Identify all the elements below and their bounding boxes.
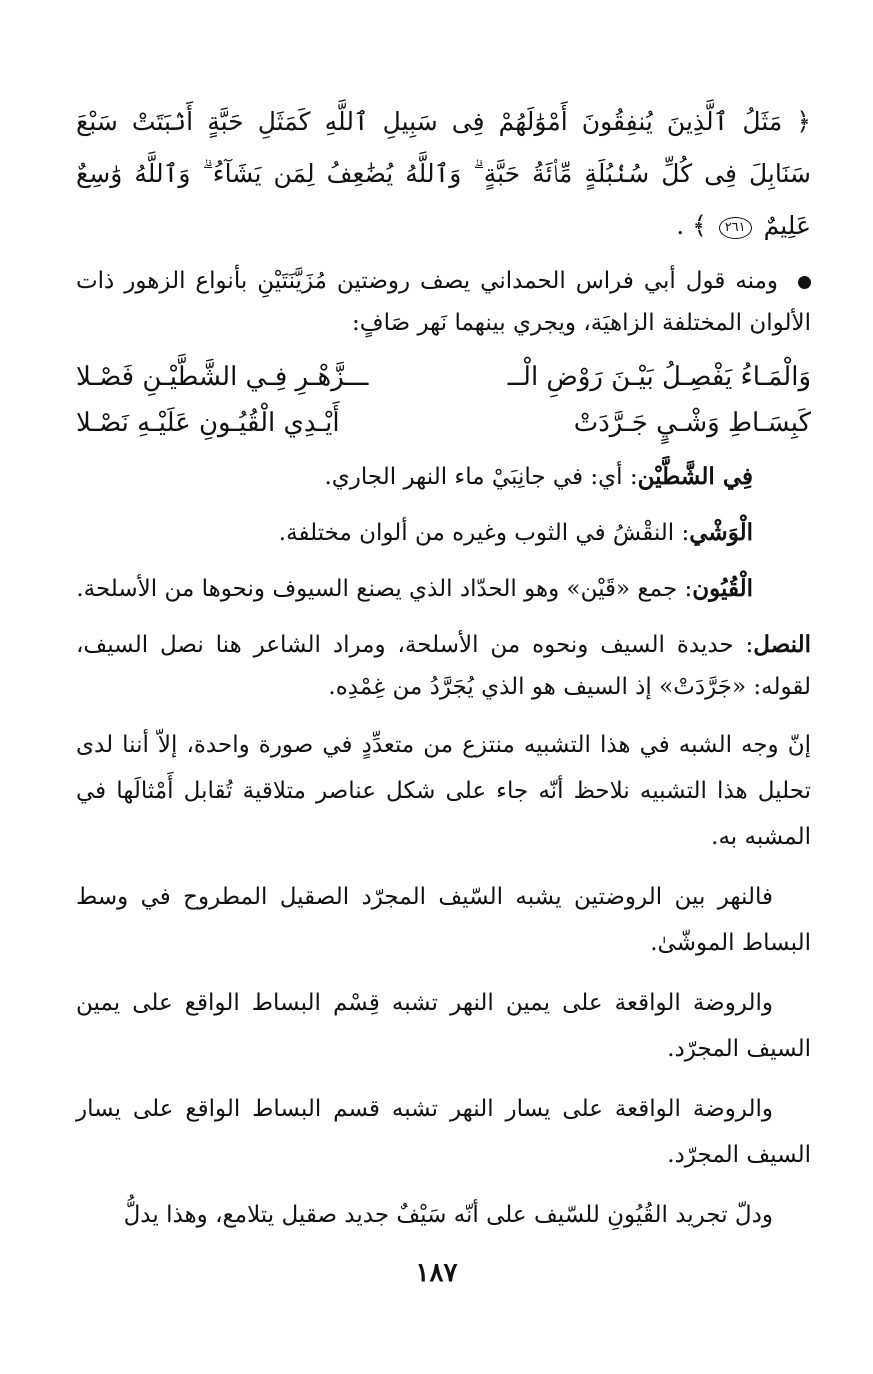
body-paragraph: والروضة الواقعة على يمين النهر تشبه قِسْم البساط الواقع على يمين السيف المجرّد. xyxy=(76,990,811,1062)
body-paragraph: والروضة الواقعة على يسار النهر تشبه قسم البساط الواقع على يسار السيف المجرّد. xyxy=(76,1096,811,1168)
poem-verse xyxy=(76,400,811,446)
ayah-number-badge: ٢٦١ xyxy=(719,217,752,239)
poem-verse xyxy=(76,354,811,400)
gloss-separator: : xyxy=(733,632,754,658)
gloss-definition: النقْشُ في الثوب وغيره من ألوان مختلفة. xyxy=(278,520,675,546)
verse-first-hemistich: كَبِسَـاطِ وَشْـيٍ جَـرَّدَتْ xyxy=(573,408,811,438)
gloss-entry xyxy=(76,568,811,610)
quran-closing: ﴾ . xyxy=(676,211,707,240)
gloss-term: النصل xyxy=(753,631,811,658)
body-paragraph: إنّ وجه الشبه في هذا التشبيه منتزع من متعدِّدٍ في صورة واحدة، إلاّ أننا لدى تحليل هذا التشبيه نلاحظ أنّه جاء على شكل عناصر متلاقية تُقابل أَمْثالَها في المشبه به. xyxy=(76,732,811,850)
gloss-separator: : xyxy=(677,576,693,602)
verse-second-hemistich: أَيْـدِي الْقُيُـونِ عَلَيْـهِ نَصْـلا xyxy=(76,408,340,438)
bullet-icon xyxy=(798,276,811,289)
gloss-entry xyxy=(76,624,811,708)
quran-text: ﴿ مَثَلُ ٱلَّذِينَ يُنفِقُونَ أَمْوَٰلَهُمْ فِى سَبِيلِ ٱللَّهِ كَمَثَلِ حَبَّةٍ أَنۢبَتَتْ سَبْعَ سَنَابِلَ فِى كُلِّ سُنۢبُلَةٍ مِّا۟ئَةُ حَبَّةٍ ۗ وَٱللَّهُ يُضَٰعِفُ لِمَن يَشَآءُ ۗ وَٱللَّهُ وَٰسِعٌ عَلِيمٌ xyxy=(76,107,811,240)
body-paragraph: فالنهر بين الروضتين يشبه السّيف المجرّد الصقيل المطروح في وسط البساط الموشّىٰ. xyxy=(76,884,811,956)
quran-verse xyxy=(76,96,811,252)
intro-paragraph xyxy=(76,260,811,344)
gloss-entry xyxy=(76,512,811,554)
gloss-separator: : xyxy=(622,464,638,490)
verse-first-hemistich: وَالْمَـاءُ يَفْصِـلُ بَيْـنَ رَوْضِ الْــ xyxy=(507,362,811,392)
body-paragraph: ودلّ تجريد القُيُونِ للسّيف على أنّه سَيْفٌ جديد صقيل يتلامع، وهذا يدلُّ xyxy=(123,1202,773,1228)
page-number: ١٨٧ xyxy=(415,1258,458,1288)
gloss-definition: جمع «قَيْن» وهو الحدّاد الذي يصنع السيوف ونحوها من الأسلحة. xyxy=(76,576,678,602)
gloss-term: الْقُيُون xyxy=(692,575,753,602)
poem-verses xyxy=(76,354,811,446)
gloss-separator: : xyxy=(674,520,690,546)
gloss-definition: أي: في جانِبَيْ ماء النهر الجاري. xyxy=(324,464,623,490)
gloss-term: الْوَشْي xyxy=(689,519,753,546)
verse-second-hemistich: ـــزَّهْـرِ فِـي الشَّطَّيْـنِ فَصْـلا xyxy=(76,362,369,392)
gloss-definition: حديدة السيف ونحوه من الأسلحة، ومراد الشاعر هنا نصل السيف، لقوله: «جَرَّدَتْ» إذ السيف هو الذي يُجَرَّدُ من غِمْدِه. xyxy=(76,632,811,700)
gloss-term: فِي الشَّطَّيْن xyxy=(637,463,753,490)
intro-text: ومنه قول أبي فراس الحمداني يصف روضتين مُزَيَّنَتَيْنِ بأنواع الزهور ذات الألوان المختلفة الزاهيَة، ويجري بينهما نَهر صَافٍ: xyxy=(76,268,811,336)
gloss-entry xyxy=(76,456,811,498)
book-page xyxy=(76,96,811,1374)
